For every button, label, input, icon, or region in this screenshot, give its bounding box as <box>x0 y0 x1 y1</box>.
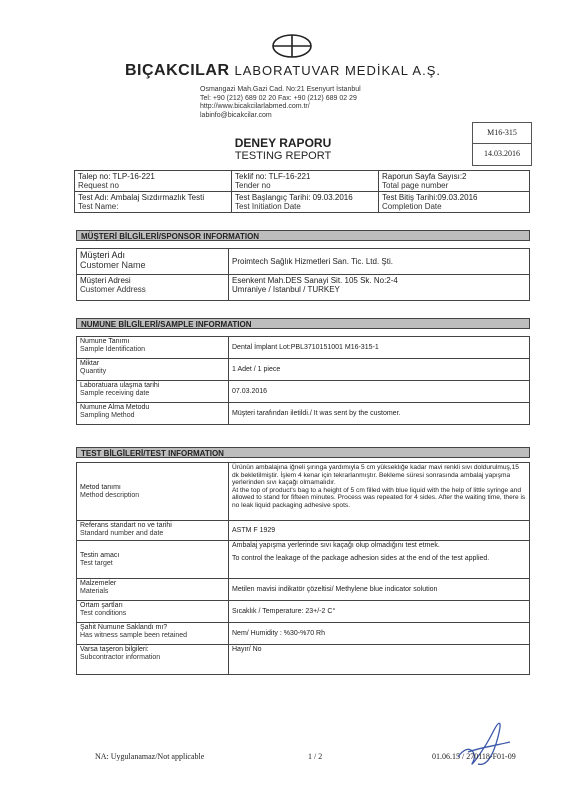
customer-name-en: Customer Name <box>80 260 146 270</box>
ref-standard-en: Standard number and date <box>80 530 164 537</box>
test-target-value <box>229 541 530 579</box>
customer-address-tr: Müşteri Adresi <box>80 276 131 285</box>
quantity-value: 1 Adet / 1 piece <box>229 359 530 381</box>
company-name-rest: LABORATUVAR MEDİKAL A.Ş. <box>234 63 442 78</box>
report-code: M16-315 <box>473 123 531 144</box>
end-date-cell <box>379 192 530 213</box>
customer-address-line2: Umraniye / Istanbul / TURKEY <box>232 285 340 294</box>
materials-value: Metilen mavisi indikatör çözeltisi/ Methylene blue indicator solution <box>229 579 530 601</box>
tender-no-en: Tender no <box>235 181 271 190</box>
pages-cell <box>379 171 530 192</box>
sample-id-en: Sample Identification <box>80 346 145 353</box>
company-name <box>0 62 566 80</box>
test-target-tr: Testin amacı <box>80 551 120 559</box>
witness-label <box>77 623 229 645</box>
sample-id-label <box>77 337 229 359</box>
sponsor-section-title: MÜŞTERİ BİLGİLERİ/SPONSOR INFORMATION <box>76 230 530 241</box>
customer-address-line1: Esenkent Mah.DES Sanayi Sit. 105 Sk. No:2-4 <box>232 276 398 285</box>
subcontractor-label <box>77 645 229 675</box>
test-name-cell <box>75 192 232 213</box>
conditions-label <box>77 601 229 623</box>
materials-label <box>77 579 229 601</box>
method-tr: Metod tanımı <box>80 483 121 491</box>
witness-en: Has witness sample been retained <box>80 632 188 639</box>
customer-name-value: Proimtech Sağlık Hizmetleri San. Tic. Ltd. Şti. <box>229 249 530 275</box>
report-date: 14.03.2016 <box>484 149 520 158</box>
start-date: Test Başlangıç Tarihi: 09.03.2016 <box>235 193 353 202</box>
start-date-en: Test Initiation Date <box>235 202 301 211</box>
customer-name-tr: Müşteri Adı <box>80 250 126 260</box>
subcontractor-en: Subcontractor information <box>80 654 161 661</box>
quantity-tr: Miktar <box>80 360 100 367</box>
quantity-en: Quantity <box>80 368 107 375</box>
end-date-en: Completion Date <box>382 202 442 211</box>
request-no-en: Request no <box>78 181 119 190</box>
address-line: labinfo@bicakcilar.com <box>200 111 272 119</box>
report-title-tr: DENEY RAPORU <box>234 136 332 150</box>
sample-table <box>76 336 530 425</box>
customer-address-label <box>77 275 229 301</box>
address-line: Osmangazi Mah.Gazi Cad. No:21 Esenyurt İstanbul <box>200 86 361 93</box>
test-name: Test Adı: Ambalaj Sızdırmazlık Testi <box>78 193 205 202</box>
method-value-en: At the top of product's bag to a height of 5 cm filled with blue liquid with the help of little syringe and allowed to stand for fifteen minutes. Process was repeated for 4 sides. After the waiting time, there is no leak liquid packaging adhesive spots. <box>232 486 526 509</box>
receiving-date-label <box>77 381 229 403</box>
customer-address-value <box>229 275 530 301</box>
receiving-date-tr: Laboratuara ulaşma tarihi <box>80 382 160 389</box>
address-line: Tel: +90 (212) 689 02 20 Fax: +90 (212) 689 02 29 <box>200 94 357 102</box>
subcontractor-value: Hayır/ No <box>229 645 530 675</box>
subcontractor-tr: Varsa taşeron bilgileri: <box>80 646 149 653</box>
method-en: Method description <box>80 491 140 499</box>
sponsor-table <box>76 248 530 301</box>
start-date-cell <box>232 192 379 213</box>
tender-no-cell <box>232 171 379 192</box>
test-section-title: TEST BİLGİLERİ/TEST INFORMATION <box>76 447 530 458</box>
sample-id-tr: Numune Tanımı <box>80 338 130 345</box>
company-name-bold: BIÇAKCILAR <box>124 62 230 79</box>
customer-address-en: Customer Address <box>80 285 146 294</box>
footer-note: NA: Uygulanamaz/Not applicable <box>95 752 205 761</box>
conditions-en: Test conditions <box>80 610 127 617</box>
sampling-method-tr: Numune Alma Metodu <box>80 404 150 411</box>
receiving-date-value: 07.03.2016 <box>229 381 530 403</box>
test-target-en: Test target <box>80 559 113 567</box>
page-count-en: Total page number <box>382 181 449 190</box>
ref-standard-tr: Referans standart no ve tarihi <box>80 522 172 529</box>
customer-name-label <box>77 249 229 275</box>
ref-standard-value: ASTM F 1929 <box>229 521 530 541</box>
materials-en: Materials <box>80 588 109 595</box>
report-reference-box <box>472 122 532 166</box>
method-value-tr: Ürünün ambalajına iğneli şırınga yardımıyla 5 cm yükseklığe kadar mavi renkli sıvı doldurulmuş,15 dk bekletilmiştir. İşlem 4 kenar için tekrarlanmıştır. Bekleme süresi sonrasında ambalaj yapışma yerlerinden sıvı kaçağı olmamalıdır. <box>232 464 519 487</box>
sample-id-value: Dental İmplant Lot:PBL3710151001 M16-315-1 <box>229 337 530 359</box>
page-count: Raporun Sayfa Sayısı:2 <box>382 172 467 181</box>
report-title-en: TESTING REPORT <box>234 150 332 162</box>
test-target-value-en: To control the leakage of the package adhesion sides at the end of the test applied. <box>232 555 490 562</box>
method-label <box>77 463 229 521</box>
footer-form-code: 01.06.15 / 270118-F01-09 <box>432 752 516 761</box>
test-target-label <box>77 541 229 579</box>
quantity-label <box>77 359 229 381</box>
sampling-method-value: Müşteri tarafından iletildi./ It was sent by the customer. <box>229 403 530 425</box>
test-table <box>76 462 530 675</box>
conditions-tr: Ortam şartları <box>80 602 123 609</box>
sampling-method-en: Sampling Method <box>80 412 135 419</box>
report-meta-table <box>74 170 530 213</box>
signature <box>448 712 518 772</box>
footer-page-number: 1 / 2 <box>308 752 323 761</box>
request-no: Talep no: TLP-16-221 <box>78 172 155 181</box>
end-date: Test Bitiş Tarihi:09.03.2016 <box>382 193 478 202</box>
witness-value: Nem/ Humidity : %30-%70 Rh <box>229 623 530 645</box>
method-value <box>229 463 530 521</box>
test-target-value-tr: Ambalaj yapışma yerlerinde sıvı kaçağı olup olmadığını test etmek. <box>232 542 440 549</box>
company-logo <box>270 33 314 59</box>
request-no-cell <box>75 171 232 192</box>
sampling-method-label <box>77 403 229 425</box>
test-name-en: Test Name: <box>78 202 119 211</box>
tender-no: Teklif no: TLF-16-221 <box>235 172 311 181</box>
materials-tr: Malzemeler <box>80 580 117 587</box>
conditions-value: Sıcaklık / Temperature: 23+/-2 C° <box>229 601 530 623</box>
witness-tr: Şahit Numune Saklandı mı? <box>80 624 168 631</box>
company-address <box>200 86 430 120</box>
address-line: http://www.bicakcilarlabmed.com.tr/ <box>200 103 310 110</box>
receiving-date-en: Sample receiving date <box>80 390 150 397</box>
sample-section-title: NUMUNE BİLGİLERİ/SAMPLE INFORMATION <box>76 318 530 329</box>
ref-standard-label <box>77 521 229 541</box>
